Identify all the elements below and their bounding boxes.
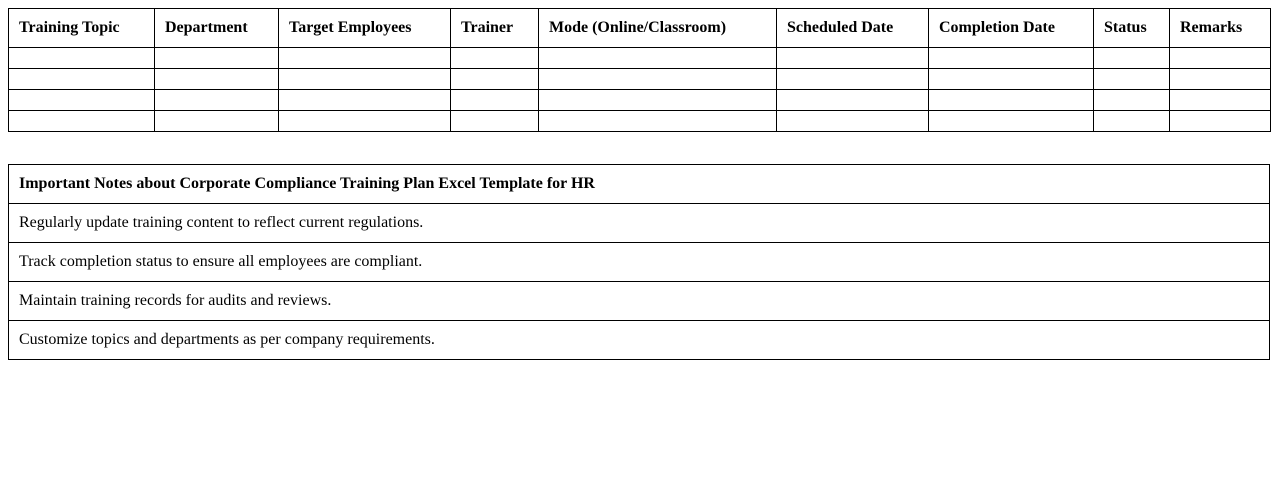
header-trainer: Trainer (451, 9, 539, 48)
header-target-employees: Target Employees (279, 9, 451, 48)
table-cell[interactable] (1170, 111, 1271, 132)
table-cell[interactable] (1094, 111, 1170, 132)
table-cell[interactable] (539, 111, 777, 132)
table-cell[interactable] (539, 90, 777, 111)
table-cell[interactable] (539, 48, 777, 69)
table-cell[interactable] (539, 69, 777, 90)
header-completion-date: Completion Date (929, 9, 1094, 48)
table-cell[interactable] (155, 90, 279, 111)
table-cell[interactable] (279, 90, 451, 111)
table-cell[interactable] (451, 111, 539, 132)
list-item (9, 204, 1270, 243)
notes-title-row (9, 165, 1270, 204)
table-cell[interactable] (155, 111, 279, 132)
table-cell[interactable] (929, 48, 1094, 69)
header-mode: Mode (Online/Classroom) (539, 9, 777, 48)
table-cell[interactable] (777, 69, 929, 90)
table-cell[interactable] (279, 111, 451, 132)
list-item (9, 321, 1270, 360)
important-notes-table (8, 164, 1270, 360)
training-plan-table (8, 8, 1271, 132)
list-item (9, 282, 1270, 321)
table-header-row (9, 9, 1271, 48)
table-cell[interactable] (451, 69, 539, 90)
note-text: Customize topics and departments as per company requirements. (9, 321, 1270, 360)
table-cell[interactable] (279, 48, 451, 69)
note-text: Maintain training records for audits and reviews. (9, 282, 1270, 321)
table-cell[interactable] (1094, 48, 1170, 69)
table-cell[interactable] (777, 48, 929, 69)
table-row (9, 69, 1271, 90)
table-cell[interactable] (9, 111, 155, 132)
table-cell[interactable] (777, 111, 929, 132)
header-status: Status (1094, 9, 1170, 48)
table-cell[interactable] (155, 69, 279, 90)
table-cell[interactable] (9, 69, 155, 90)
table-cell[interactable] (1170, 69, 1271, 90)
table-cell[interactable] (9, 48, 155, 69)
table-cell[interactable] (1170, 90, 1271, 111)
table-cell[interactable] (929, 69, 1094, 90)
table-cell[interactable] (1094, 90, 1170, 111)
table-cell[interactable] (451, 48, 539, 69)
table-cell[interactable] (929, 111, 1094, 132)
table-row (9, 111, 1271, 132)
header-scheduled-date: Scheduled Date (777, 9, 929, 48)
list-item (9, 243, 1270, 282)
table-row (9, 48, 1271, 69)
table-cell[interactable] (1170, 48, 1271, 69)
header-department: Department (155, 9, 279, 48)
table-cell[interactable] (9, 90, 155, 111)
table-cell[interactable] (929, 90, 1094, 111)
table-row (9, 90, 1271, 111)
table-cell[interactable] (1094, 69, 1170, 90)
header-remarks: Remarks (1170, 9, 1271, 48)
table-cell[interactable] (155, 48, 279, 69)
header-training-topic: Training Topic (9, 9, 155, 48)
note-text: Regularly update training content to reflect current regulations. (9, 204, 1270, 243)
table-cell[interactable] (451, 90, 539, 111)
table-cell[interactable] (279, 69, 451, 90)
notes-title: Important Notes about Corporate Compliance Training Plan Excel Template for HR (9, 165, 1270, 204)
table-cell[interactable] (777, 90, 929, 111)
note-text: Track completion status to ensure all employees are compliant. (9, 243, 1270, 282)
